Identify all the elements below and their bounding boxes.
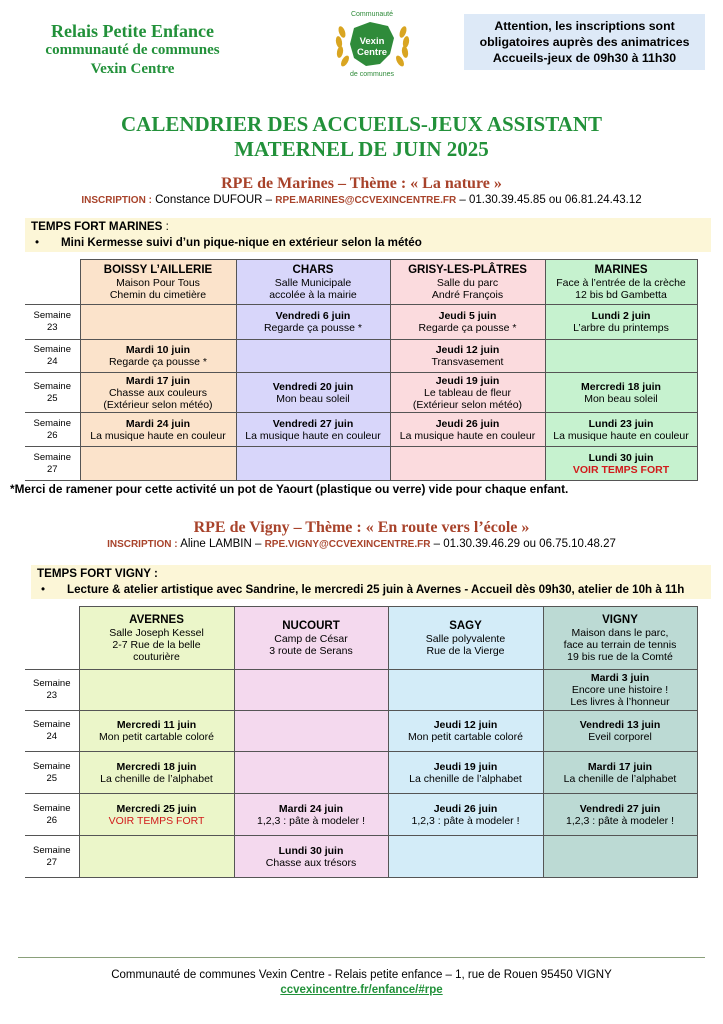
week-label-word: Semaine (33, 451, 71, 463)
vigny-email-link[interactable]: RPE.VIGNY@CCVEXINCENTRE.FR (264, 539, 431, 550)
activity-date: Lundi 30 juin (278, 844, 344, 857)
week-label-word: Semaine (33, 802, 71, 814)
column-header-grisy (390, 260, 545, 305)
activity-name: 1,2,3 : pâte à modeler ! (566, 814, 674, 827)
table-row (25, 752, 697, 794)
activity-name: Encore une histoire ! (571, 684, 669, 696)
org-line-1: Relais Petite Enfance (51, 21, 214, 41)
activity-name: Eveil corporel (588, 731, 652, 743)
logo-text-bottom: de communes (350, 71, 394, 78)
table-cell (388, 752, 543, 794)
table-row (25, 413, 697, 447)
activity-date: Mercredi 11 juin (116, 719, 197, 731)
table-row (25, 711, 697, 752)
vigny-temps-fort-bullet: • (41, 583, 46, 596)
week-label-number: 23 (46, 322, 58, 333)
activity-date: Jeudi 12 juin (433, 719, 498, 731)
activity-date: Jeudi 5 juin (438, 310, 497, 322)
table-row (25, 340, 697, 373)
activity-date: Jeudi 12 juin (435, 344, 500, 356)
vigny-header-row (25, 607, 697, 670)
column-header-line: André François (431, 289, 504, 301)
activity-date: Vendredi 27 juin (579, 802, 661, 815)
week-label (25, 305, 80, 340)
activity-name: 1,2,3 : pâte à modeler ! (411, 814, 520, 827)
page-title (0, 112, 723, 162)
org-line-2: communauté de communes (45, 42, 220, 58)
footer-website-link[interactable]: ccvexincentre.fr/enfance/#rpe (280, 984, 443, 996)
activity-name: La musique haute en couleur (245, 429, 381, 442)
table-cell (79, 670, 234, 711)
table-cell (543, 711, 697, 752)
attention-line-1: Attention, les inscriptions sont (494, 19, 675, 33)
week-label-number: 26 (46, 429, 58, 441)
activity-name: Mon beau soleil (584, 392, 658, 405)
corner-cell (25, 607, 79, 670)
marines-temps-fort-heading: TEMPS FORT MARINES (31, 220, 163, 233)
table-cell (79, 794, 234, 836)
table-cell (388, 711, 543, 752)
activity-date: Mardi 10 juin (125, 344, 191, 356)
column-header-name: NUCOURT (282, 620, 340, 632)
column-header-line: 12 bis bd Gambetta (575, 289, 667, 301)
week-label (25, 670, 79, 711)
footer-address: Communauté de communes Vexin Centre - Relais petite enfance – 1, rue de Rouen 95450 VIGNY (111, 969, 612, 981)
table-cell (80, 447, 236, 481)
table-cell (390, 447, 545, 481)
marines-inscription (0, 194, 723, 206)
table-row (25, 670, 697, 711)
week-label-word: Semaine (33, 760, 71, 772)
activity-name: 1,2,3 : pâte à modeler ! (257, 814, 365, 827)
activity-note: (Extérieur selon météo) (103, 398, 213, 411)
marines-inscription-label: INSCRIPTION : (81, 195, 152, 206)
week-label (25, 794, 79, 836)
table-cell (236, 373, 390, 413)
attention-notice (464, 14, 705, 70)
footer (0, 968, 723, 998)
table-cell (236, 447, 390, 481)
activity-name: Le tableau de fleur (424, 386, 511, 399)
week-label-word: Semaine (33, 417, 71, 429)
table-cell (543, 670, 697, 711)
week-label-number: 24 (46, 356, 58, 367)
logo-text-centre: Centre (356, 47, 388, 58)
table-cell (545, 305, 697, 340)
vigny-calendar-table (25, 606, 698, 878)
column-header-nucourt (234, 607, 388, 670)
week-label (25, 413, 80, 447)
activity-name: Mon petit cartable coloré (408, 731, 523, 743)
activity-name: La musique haute en couleur (399, 429, 536, 442)
week-label-word: Semaine (33, 719, 71, 730)
logo-text-top: Communauté (350, 11, 394, 18)
week-label-number: 24 (46, 731, 58, 742)
week-label-number: 27 (46, 856, 58, 868)
week-label (25, 752, 79, 794)
vigny-temps-fort (31, 565, 711, 599)
activity-date: Mardi 24 juin (125, 417, 191, 430)
marines-temps-fort-colon: : (162, 220, 169, 233)
column-header-name: AVERNES (129, 614, 184, 626)
table-cell (236, 305, 390, 340)
table-cell (543, 794, 697, 836)
activity-name: L’arbre du printemps (573, 322, 669, 334)
corner-cell (25, 260, 80, 305)
activity-date: Jeudi 19 juin (433, 760, 498, 773)
column-header-line: Salle Municipale (274, 277, 352, 289)
table-row (25, 305, 697, 340)
logo-text-vexin: Vexin (359, 36, 385, 47)
vigny-temps-fort-item: Lecture & atelier artistique avec Sandrine, le mercredi 25 juin à Avernes - Accueil dès 09h30, atelier de 10h à 11h (67, 583, 685, 596)
column-header-line: face au terrain de tennis (563, 639, 677, 651)
week-label-number: 25 (46, 772, 58, 784)
column-header-line: Salle Joseph Kessel (109, 627, 204, 639)
marines-temps-fort-item: Mini Kermesse suivi d’un pique-nique en extérieur selon la météo (61, 236, 422, 249)
activity-date: Jeudi 26 juin (435, 417, 500, 430)
activity-note: Les livres à l’honneur (570, 696, 670, 708)
week-label-number: 27 (46, 463, 58, 475)
column-header-line: Camp de César (274, 633, 348, 645)
column-header-name: SAGY (449, 620, 482, 632)
activity-date: Mardi 3 juin (590, 672, 650, 684)
table-cell (80, 305, 236, 340)
activity-name: Transvasement (431, 356, 504, 368)
column-header-sagy (388, 607, 543, 670)
table-cell (390, 413, 545, 447)
footer-divider (18, 957, 705, 958)
table-row (25, 794, 697, 836)
activity-date: Mercredi 18 juin (116, 760, 197, 773)
column-header-line: 19 bis rue de la Comté (567, 651, 673, 663)
week-label (25, 340, 80, 373)
week-label-number: 25 (46, 392, 58, 404)
table-cell (79, 711, 234, 752)
column-header-boissy (80, 260, 236, 305)
column-header-avernes (79, 607, 234, 670)
table-cell (234, 836, 388, 878)
week-label-word: Semaine (33, 344, 71, 355)
marines-phones: – 01.30.39.45.85 ou 06.81.24.43.12 (459, 194, 642, 206)
vigny-temps-fort-heading: TEMPS FORT VIGNY : (37, 567, 158, 580)
column-header-line: accolée à la mairie (269, 289, 357, 301)
column-header-vigny (543, 607, 697, 670)
activity-name: Mon beau soleil (276, 392, 350, 405)
column-header-line: 2-7 Rue de la belle (112, 639, 201, 651)
marines-email-link[interactable]: RPE.MARINES@CCVEXINCENTRE.FR (275, 195, 457, 206)
column-header-line: Rue de la Vierge (426, 645, 505, 657)
vigny-contact: Aline LAMBIN – (180, 538, 262, 550)
column-header-name: MARINES (594, 264, 648, 276)
activity-name: La musique haute en couleur (90, 429, 226, 442)
activity-date: Jeudi 19 juin (435, 374, 500, 387)
column-header-line: Maison Pour Tous (116, 277, 200, 289)
week-label-word: Semaine (33, 678, 71, 689)
marines-temps-fort-bullet: • (35, 236, 40, 249)
vexin-centre-logo (330, 8, 415, 80)
attention-line-2: obligatoires auprès des animatrices (479, 35, 690, 49)
activity-name: Chasse aux couleurs (108, 386, 208, 399)
table-cell (236, 340, 390, 373)
table-cell (390, 305, 545, 340)
organization-name (25, 22, 240, 79)
marines-footnote: *Merci de ramener pour cette activité un pot de Yaourt (plastique ou verre) vide pour chaque enfant. (10, 482, 569, 496)
marines-contact: Constance DUFOUR – (155, 194, 273, 206)
column-header-line: Maison dans le parc, (571, 627, 669, 639)
activity-name: La chenille de l’alphabet (563, 772, 677, 785)
activity-note: (Extérieur selon météo) (412, 398, 523, 411)
table-cell (543, 836, 697, 878)
activity-date: Mercredi 18 juin (581, 380, 661, 393)
activity-date: Vendredi 27 juin (272, 417, 354, 430)
table-cell (80, 340, 236, 373)
vigny-inscription-label: INSCRIPTION : (107, 539, 178, 550)
column-header-line: couturière (133, 651, 180, 663)
activity-name: La chenille de l’alphabet (409, 772, 522, 785)
column-header-line: 3 route de Serans (269, 645, 353, 657)
week-label-word: Semaine (33, 380, 71, 392)
activity-date: Mardi 24 juin (278, 802, 344, 815)
column-header-name: GRISY-LES-PLÂTRES (408, 264, 527, 276)
week-label-number: 23 (46, 690, 58, 701)
activity-date: Lundi 23 juin (588, 417, 654, 430)
page-title-line-2: MATERNEL DE JUIN 2025 (234, 137, 489, 161)
table-cell (545, 340, 697, 373)
table-cell (234, 752, 388, 794)
table-cell (234, 711, 388, 752)
activity-name: Regarde ça pousse * (418, 322, 517, 334)
activity-name: Mon petit cartable coloré (99, 731, 214, 743)
table-cell (545, 447, 697, 481)
column-header-name: CHARS (292, 264, 334, 276)
column-header-line: Salle du parc (436, 277, 499, 289)
page-title-line-1: CALENDRIER DES ACCUEILS-JEUX ASSISTANT (121, 112, 602, 136)
marines-section-title: RPE de Marines – Thème : « La nature » (221, 175, 502, 192)
activity-date: Vendredi 6 juin (275, 310, 351, 322)
activity-date: Mercredi 25 juin (116, 802, 197, 815)
org-line-3: Vexin Centre (90, 61, 175, 77)
table-cell (80, 373, 236, 413)
table-cell (388, 794, 543, 836)
table-cell (545, 373, 697, 413)
marines-temps-fort (25, 218, 711, 252)
week-label (25, 447, 80, 481)
table-cell (388, 836, 543, 878)
week-label-word: Semaine (33, 844, 71, 856)
column-header-chars (236, 260, 390, 305)
table-cell (79, 836, 234, 878)
activity-date: Lundi 30 juin (588, 451, 654, 464)
activity-name: VOIR TEMPS FORT (108, 814, 205, 827)
activity-date: Vendredi 13 juin (579, 719, 661, 731)
activity-date: Lundi 2 juin (591, 310, 651, 322)
activity-date: Mardi 17 juin (125, 374, 191, 387)
week-label (25, 373, 80, 413)
table-cell (390, 340, 545, 373)
activity-name: La chenille de l’alphabet (100, 772, 213, 785)
column-header-line: Face à l’entrée de la crèche (556, 277, 686, 289)
table-cell (236, 413, 390, 447)
column-header-name: VIGNY (602, 614, 638, 626)
table-row (25, 836, 697, 878)
marines-header-row (25, 260, 697, 305)
table-cell (543, 752, 697, 794)
table-cell (388, 670, 543, 711)
week-label (25, 711, 79, 752)
column-header-name: BOISSY L’AILLERIE (103, 264, 213, 276)
week-label-word: Semaine (33, 310, 71, 321)
vigny-inscription (0, 538, 723, 550)
vigny-phones: – 01.30.39.46.29 ou 06.75.10.48.27 (433, 538, 616, 550)
marines-calendar-table (25, 259, 698, 481)
table-cell (390, 373, 545, 413)
activity-name: Regarde ça pousse * (108, 356, 208, 368)
activity-name: Chasse aux trésors (265, 856, 357, 869)
column-header-line: Chemin du cimetière (109, 289, 207, 301)
column-header-line: Salle polyvalente (425, 633, 506, 645)
vigny-section-title: RPE de Vigny – Thème : « En route vers l’école » (193, 519, 530, 536)
activity-name: VOIR TEMPS FORT (572, 463, 670, 476)
attention-line-3: Accueils-jeux de 09h30 à 11h30 (492, 51, 677, 65)
week-label (25, 836, 79, 878)
activity-name: Regarde ça pousse * (263, 322, 363, 334)
table-cell (234, 670, 388, 711)
table-cell (545, 413, 697, 447)
column-header-marines (545, 260, 697, 305)
activity-date: Mardi 17 juin (587, 760, 653, 773)
activity-date: Vendredi 20 juin (272, 380, 354, 393)
table-row (25, 447, 697, 481)
table-row (25, 373, 697, 413)
table-cell (234, 794, 388, 836)
table-cell (80, 413, 236, 447)
activity-date: Jeudi 26 juin (433, 802, 498, 815)
week-label-number: 26 (46, 814, 58, 826)
activity-name: La musique haute en couleur (553, 429, 689, 442)
table-cell (79, 752, 234, 794)
